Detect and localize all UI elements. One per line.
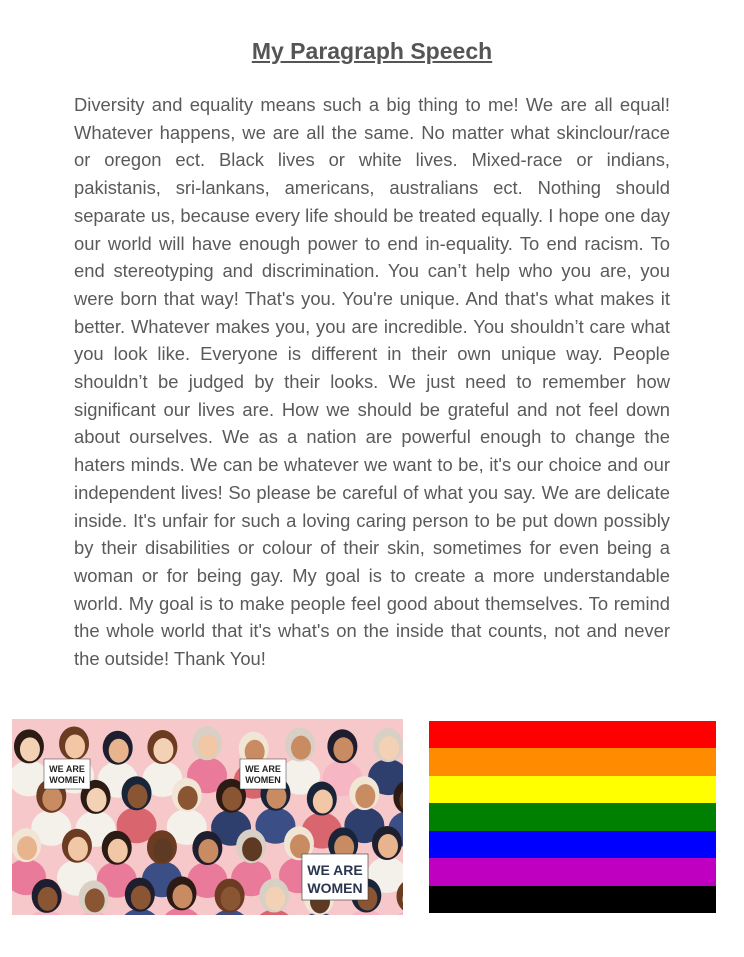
woman-face	[333, 737, 353, 761]
woman-face	[68, 837, 88, 861]
woman-face	[379, 736, 399, 760]
sign-large-line2: WOMEN	[307, 880, 363, 896]
speech-paragraph: Diversity and equality means such a big thing to me! We are all equal! Whatever happens, we are all the same. No matter what skinclour/race or oregon ect. Black lives or white lives. Mixed-race or indians, pakistanis, sri-lankans, americans, australians ect. Nothing should separate us, because every life should be treated equally. I hope one day our world will have enough power to end in-equality. To end racism. To end stereotyping and discrimination. You can’t help who you are, you were born that way! That's you. You're unique. And that's what makes it better. Whatever makes you, you are incredible. You shouldn’t care what you look like. Everyone is different in their own unique way. People shouldn’t be judged by their looks. We just need to remember how significant our lives are. How we should be grateful and not feel down about ourselves. We as a nation are powerful enough to change the haters minds. We can be whatever we want to be, it's our choice and our independent lives! So please be careful of what you say. We are delicate inside. It's unfair for such a loving caring person to be put down possibly by their disabilities or colour of their skin, sometimes for even being a woman or for being gay. My goal is to create a more understandable world. My goal is to make people feel good about themselves. To remind the whole world that it's what's on the inside that counts, not and never the outside! Thank You!	[74, 94, 670, 670]
sign-small-left	[44, 759, 90, 789]
woman-face	[109, 739, 129, 763]
sign-large-line1: WE ARE	[307, 862, 363, 878]
woman-face	[153, 838, 173, 862]
woman-face	[221, 887, 241, 911]
sign-large	[302, 854, 368, 900]
woman-face	[42, 787, 62, 811]
flag-stripe	[429, 776, 716, 803]
woman-face	[153, 738, 173, 762]
woman-face	[85, 888, 105, 912]
page-title: My Paragraph Speech	[251, 38, 493, 64]
flag-stripe	[429, 803, 716, 830]
woman-face	[378, 834, 398, 858]
we-are-women-illustration	[12, 719, 403, 915]
woman-face	[172, 884, 192, 908]
woman-face	[178, 786, 198, 810]
flag-stripe	[429, 858, 716, 885]
woman-face	[198, 734, 218, 758]
flag-stripe	[429, 886, 716, 913]
flag-stripe	[429, 831, 716, 858]
woman-face	[108, 839, 128, 863]
woman-face	[38, 887, 58, 911]
woman-face	[291, 736, 311, 760]
woman-face	[355, 784, 375, 808]
woman-face	[222, 787, 242, 811]
woman-face	[131, 886, 151, 910]
svg-text:WE ARE: WE ARE	[245, 764, 281, 774]
woman-face	[265, 887, 285, 911]
flag-stripe	[429, 721, 716, 748]
woman-face	[313, 790, 333, 814]
woman-face	[128, 784, 148, 808]
woman-face	[65, 734, 85, 758]
sign-small-right	[240, 759, 286, 789]
woman-face	[198, 839, 218, 863]
woman-face	[20, 737, 40, 761]
rainbow-pride-flag	[429, 721, 716, 913]
sign-small-left-line1: WE ARE	[49, 764, 85, 774]
woman-face	[17, 836, 37, 860]
woman-face	[87, 788, 107, 812]
sign-small-left-line2: WOMEN	[49, 775, 85, 785]
woman-face	[242, 837, 262, 861]
svg-text:WOMEN: WOMEN	[245, 775, 281, 785]
flag-stripe	[429, 748, 716, 775]
